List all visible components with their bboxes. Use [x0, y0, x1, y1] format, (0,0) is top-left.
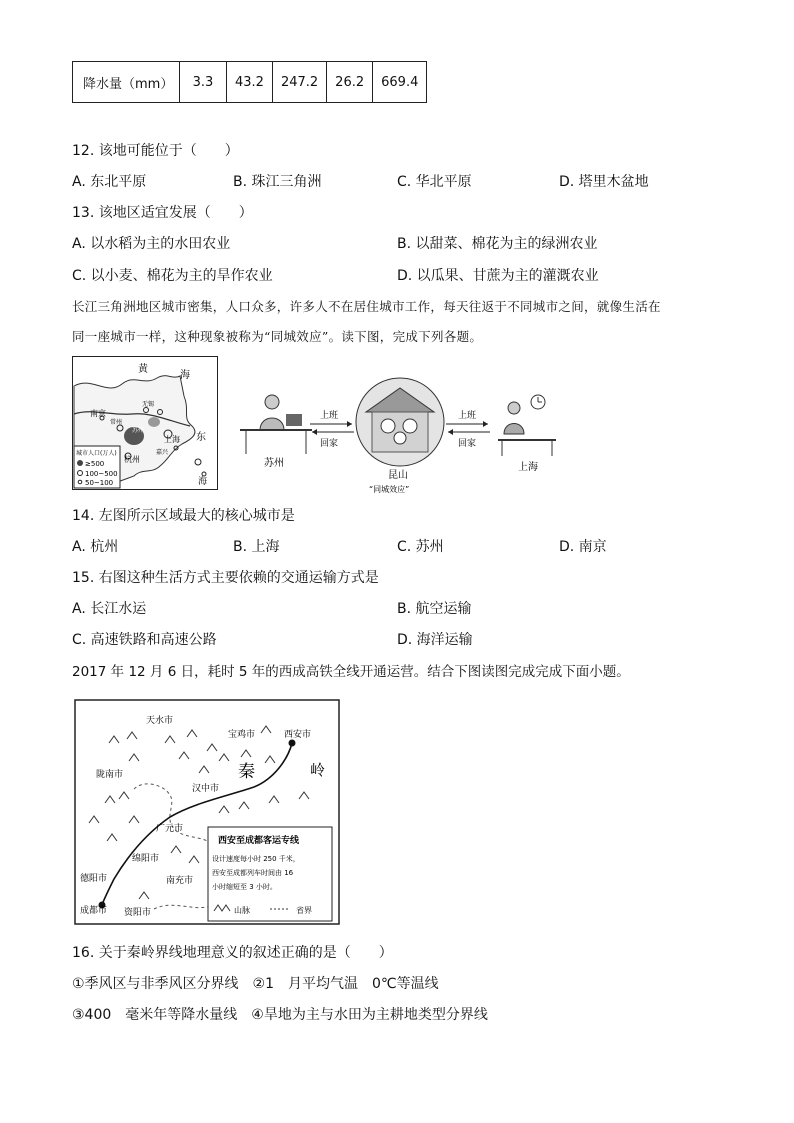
q13-option-d: D. 以瓜果、甘蔗为主的灌溉农业 [397, 268, 599, 284]
q13-option-b: B. 以甜菜、棉花为主的绿洲农业 [397, 236, 598, 252]
go-work-label: 上班 [458, 411, 477, 421]
table-row [73, 62, 427, 103]
go-home-label: 回家 [458, 439, 477, 449]
table-cell: 26.2 [327, 62, 373, 103]
city-label: 汉中市 [192, 784, 220, 794]
q14-option-b: B. 上海 [233, 539, 280, 555]
city-label: 常州 [110, 419, 123, 426]
table-cell: 247.2 [272, 62, 326, 103]
city-label: 西安市 [284, 730, 312, 740]
q13-option-c: C. 以小麦、棉花为主的旱作农业 [72, 268, 273, 284]
city-label: 苏州 [132, 427, 145, 434]
q16-statement-line-2: ③400 毫米年等降水量线 ④旱地为主与水田为主耕地类型分界线 [72, 1007, 488, 1023]
table-cell: 43.2 [227, 62, 273, 103]
city-label: 南京 [90, 409, 106, 418]
city-label: 广元市 [156, 824, 184, 834]
family-home-icon [356, 378, 444, 466]
go-home-label: 回家 [320, 439, 339, 449]
city-label: 杭州 [124, 455, 140, 464]
q15-option-a: A. 长江水运 [72, 601, 147, 617]
legend-item: 100~500 [85, 470, 118, 478]
clock-icon [531, 395, 545, 409]
city-label: 陇南市 [96, 770, 124, 780]
q12-option-b: B. 珠江三角洲 [233, 174, 322, 190]
q12-option-c: C. 华北平原 [397, 174, 472, 190]
city-label: 德阳市 [80, 874, 108, 884]
info-box-text: 设计速度每小时 250 千米， [212, 855, 300, 863]
legend-mountain-label: 山脉 [234, 906, 250, 915]
center-city-label: 昆山 [388, 470, 408, 481]
diagram-caption: “同城效应” [369, 485, 410, 494]
q15-option-d: D. 海洋运输 [397, 632, 473, 648]
info-box-text: 西安至成都列车时间由 16 [212, 869, 294, 877]
info-box-title: 西安至成都客运专线 [218, 836, 300, 846]
sea-label: 海 [198, 477, 208, 487]
q16-statement-line-1: ①季风区与非季风区分界线 ②1 月平均气温 0℃等温线 [72, 976, 439, 992]
table-head-cell: 降水量（mm） [73, 62, 180, 103]
legend-title: 城市人口(万人) [76, 450, 117, 457]
city-dot [289, 740, 296, 747]
sea-label: 海 [180, 370, 190, 381]
q15-option-c: C. 高速铁路和高速公路 [72, 632, 217, 648]
city-label: 绵阳市 [132, 854, 160, 864]
ling-label: 岭 [310, 761, 326, 779]
precipitation-table [72, 61, 427, 103]
intro-paragraph-line-2: 同一座城市一样，这种现象被称为“同城效应”。读下图，完成下列各题。 [72, 329, 483, 344]
city-label: 宝鸡市 [228, 730, 256, 740]
q12-option-d: D. 塔里木盆地 [559, 174, 649, 190]
table-cell: 669.4 [373, 62, 427, 103]
sea-label: 黄 [138, 364, 148, 375]
intro-paragraph-line-1: 长江三角洲地区城市密集，人口众多，许多人不在居住城市工作，每天往返于不同城市之间，就像生活在 [72, 299, 661, 314]
q13-option-a: A. 以水稻为主的水田农业 [72, 236, 231, 252]
city-label: 资阳市 [124, 908, 152, 918]
q12-option-a: A. 东北平原 [72, 174, 147, 190]
left-city-label: 苏州 [264, 458, 284, 469]
city-label: 上海 [164, 435, 180, 444]
question-16-stem: 16. 关于秦岭界线地理意义的叙述正确的是（ ） [72, 945, 393, 961]
q14-option-a: A. 杭州 [72, 539, 119, 555]
same-city-effect-diagram [232, 358, 562, 498]
q14-option-d: D. 南京 [559, 539, 607, 555]
qin-label: 秦 [238, 762, 255, 782]
yangtze-delta-map [72, 356, 218, 490]
legend-border-label: 省界 [296, 906, 312, 915]
city-label: 天水市 [146, 716, 174, 726]
question-12-stem: 12. 该地可能位于（ ） [72, 143, 239, 159]
q14-option-c: C. 苏州 [397, 539, 444, 555]
city-label: 无锡 [142, 401, 155, 408]
right-city-label: 上海 [518, 462, 538, 473]
legend-item: ≥500 [85, 460, 105, 468]
question-13-stem: 13. 该地区适宜发展（ ） [72, 205, 253, 221]
legend-item: 50~100 [85, 479, 114, 487]
city-label: 南充市 [166, 876, 194, 886]
go-work-label: 上班 [320, 411, 339, 421]
table-cell: 3.3 [180, 62, 227, 103]
info-box-text: 小时缩短至 3 小时。 [212, 883, 277, 891]
office-worker-icon [240, 395, 312, 454]
office-worker-icon [498, 402, 556, 456]
question-14-stem: 14. 左图所示区域最大的核心城市是 [72, 508, 295, 524]
city-label: 嘉兴 [156, 449, 169, 456]
question-15-stem: 15. 右图这种生活方式主要依赖的交通运输方式是 [72, 570, 379, 586]
sea-label: 东 [196, 432, 206, 443]
city-label: 成都市 [80, 906, 108, 916]
intro-paragraph-2: 2017 年 12 月 6 日，耗时 5 年的西成高铁全线开通运营。结合下图读图完成完成下面小题。 [72, 664, 630, 680]
q15-option-b: B. 航空运输 [397, 601, 472, 617]
xicheng-railway-map [74, 699, 340, 925]
